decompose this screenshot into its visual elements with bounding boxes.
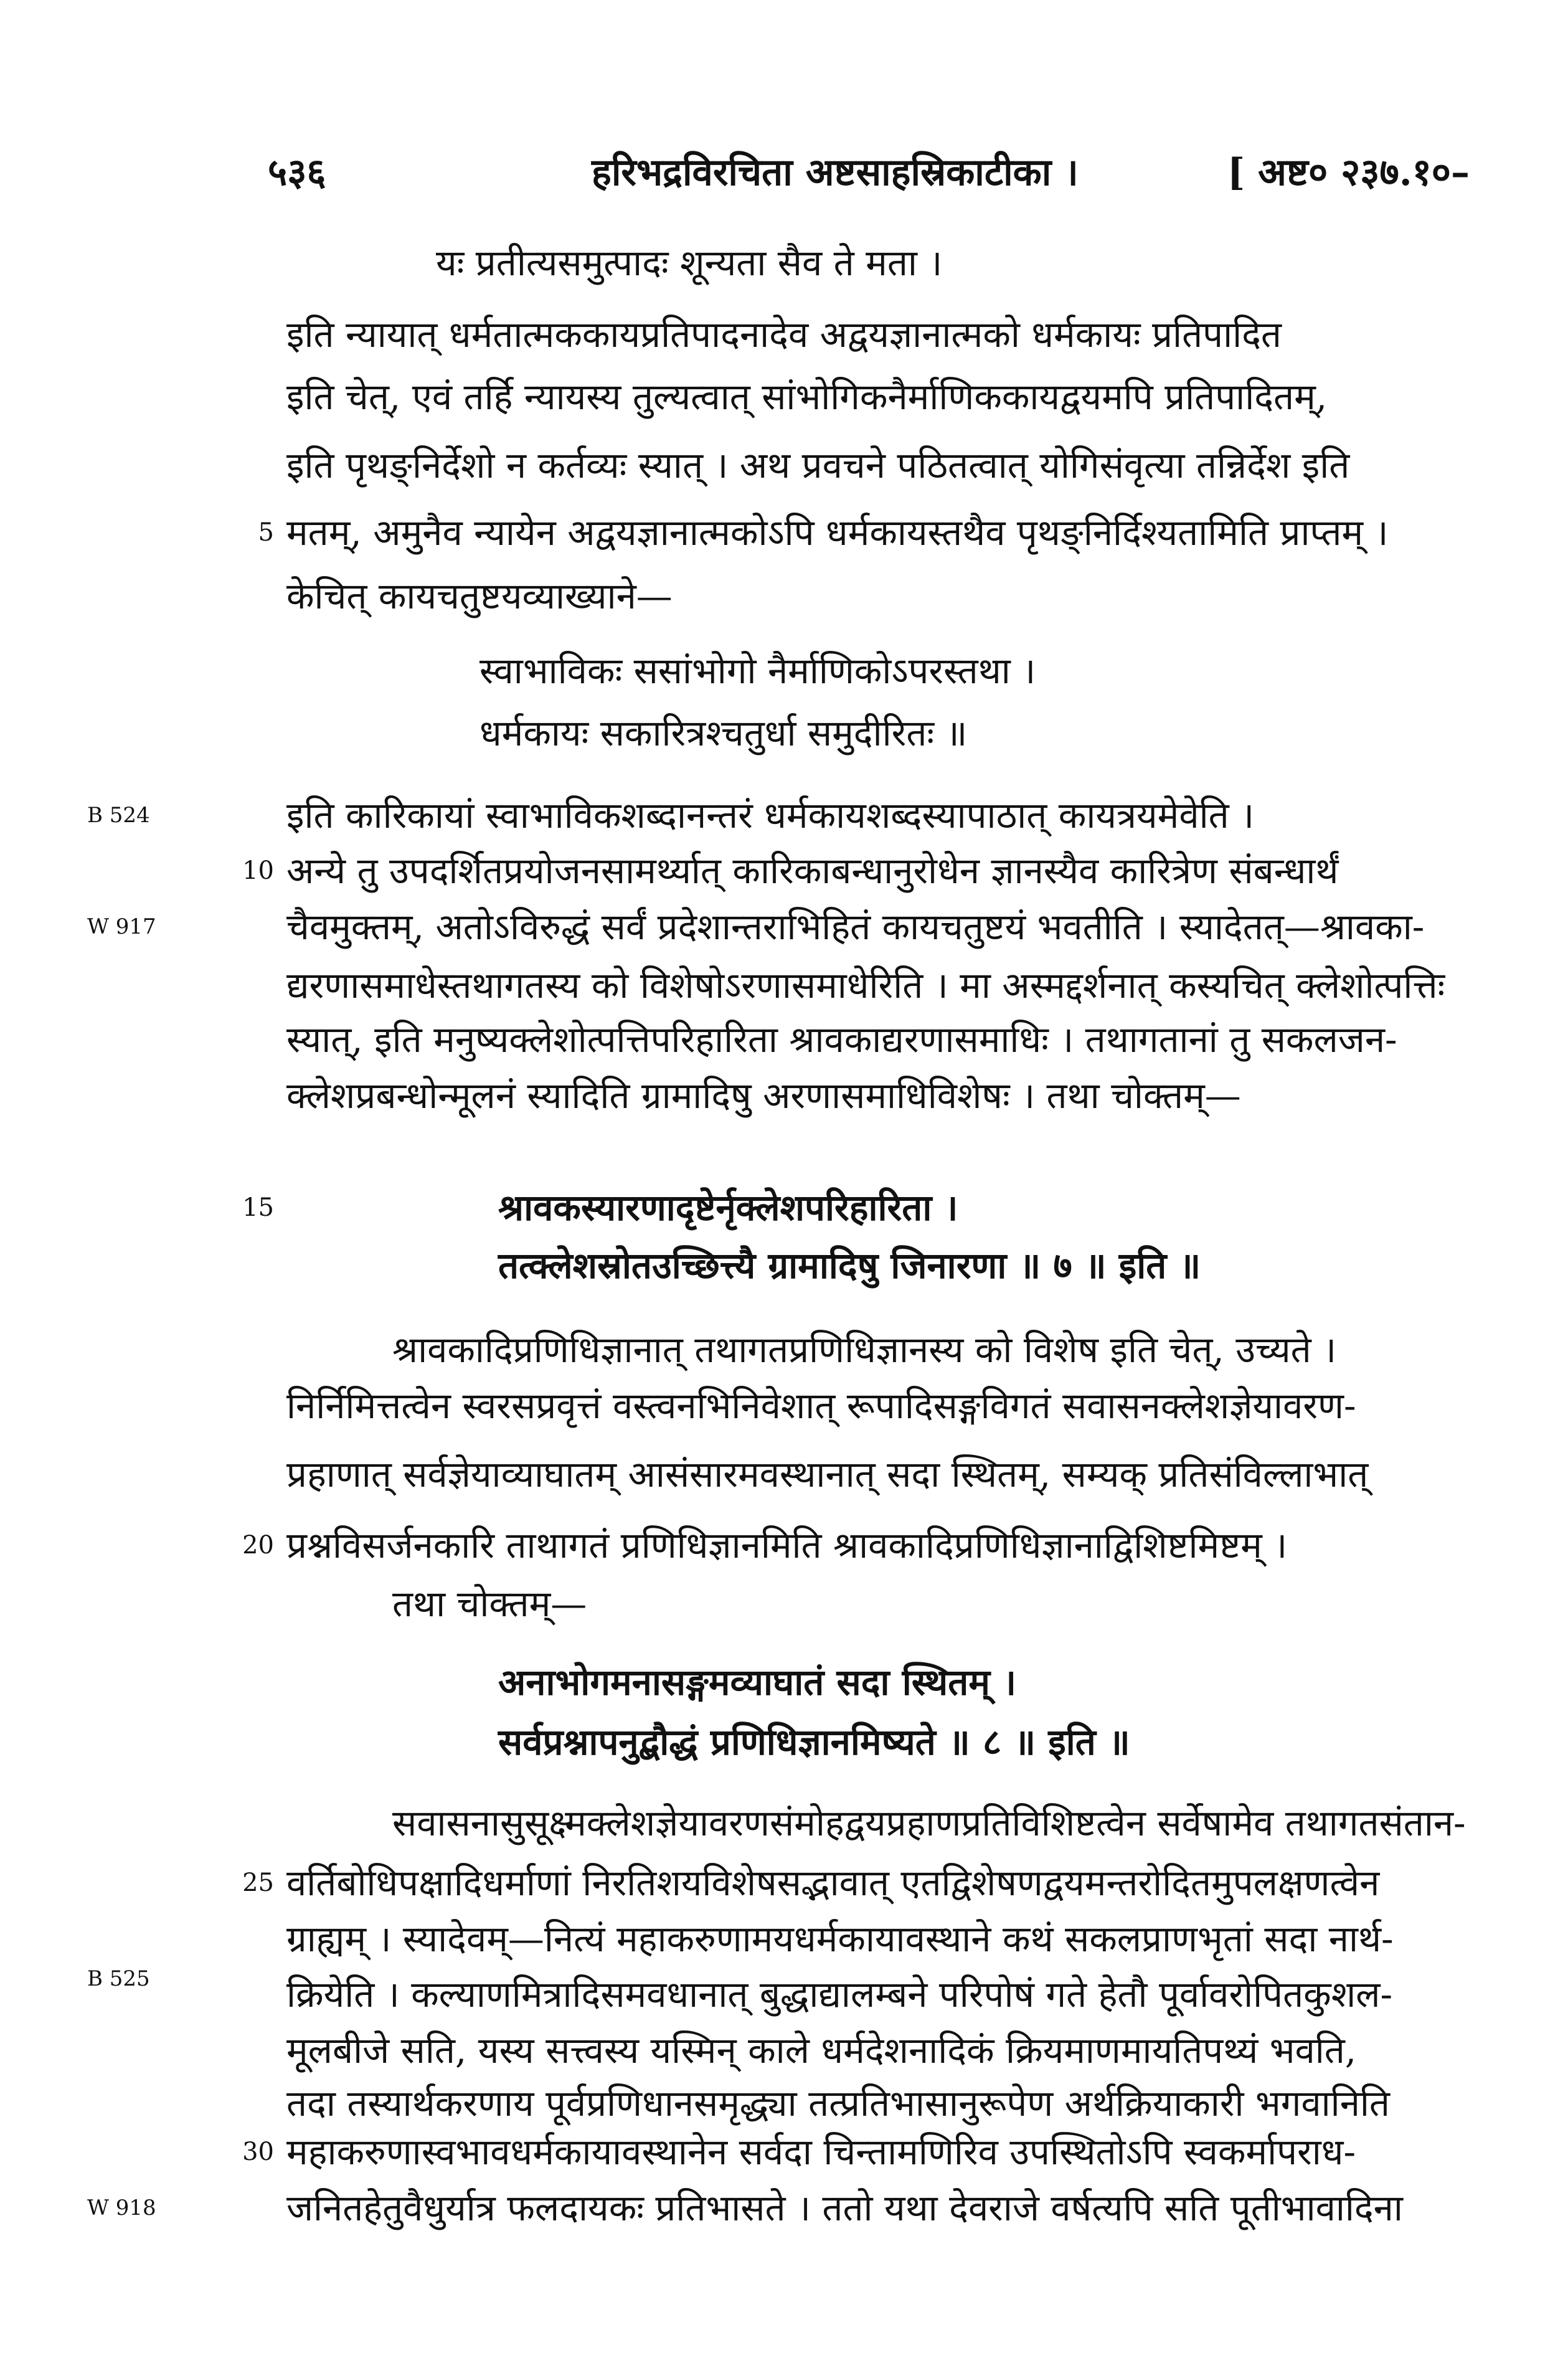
verse-line: श्रावकस्यारणादृष्टेर्नृक्लेशपरिहारिता ।: [498, 1186, 958, 1229]
line-number: 10: [242, 856, 274, 885]
page-number: ५३६: [268, 151, 326, 194]
text-line: महाकरुणास्वभावधर्मकायावस्थानेन सर्वदा चिन्तामणिरिव उपस्थितोऽपि स्वकर्मापराध-: [286, 2131, 1356, 2173]
text-line: स्यात्, इति मनुष्यक्लेशोत्पत्तिपरिहारिता श्रावकाद्यरणासमाधिः । तथागतानां तु सकलजन-: [286, 1018, 1397, 1061]
text-line: इति पृथङ्निर्देशो न कर्तव्यः स्यात् । अथ प्रवचने पठितत्वात् योगिसंवृत्या तन्निर्देश इति: [286, 444, 1350, 486]
verse-line: यः प्रतीत्यसमुत्पादः शून्यता सैव ते मता ।: [436, 242, 943, 284]
line-number: 30: [242, 2138, 274, 2166]
text-line: श्रावकादिप्रणिधिज्ञानात् तथागतप्रणिधिज्ञानस्य को विशेष इति चेत्, उच्यते ।: [392, 1329, 1337, 1371]
text-line: द्यरणासमाधेस्तथागतस्य को विशेषोऽरणासमाधेरिति । मा अस्मद्दर्शनात् कस्यचित् क्लेशोत्पत्तिः: [286, 964, 1445, 1007]
verse-line: सर्वप्रश्नापनुद्बौद्धं प्रणिधिज्ञानमिष्यते ॥ ८ ॥ इति ॥: [498, 1721, 1130, 1763]
verse-line: तत्क्लेशस्रोतउच्छित्त्यै ग्रामादिषु जिनारणा ॥ ७ ॥ इति ॥: [498, 1244, 1201, 1287]
text-line: तदा तस्यार्थकरणाय पूर्वप्रणिधानसमृद्ध्या तत्प्रतिभासानुरूपेण अर्थक्रियाकारी भगवानिति: [286, 2082, 1390, 2124]
text-line: इति न्यायात् धर्मतात्मककायप्रतिपादनादेव अद्वयज्ञानात्मको धर्मकायः प्रतिपादित: [286, 313, 1282, 356]
text-line: प्रश्नविसर्जनकारि ताथागतं प्रणिधिज्ञानमिति श्रावकादिप्रणिधिज्ञानाद्विशिष्टमिष्टम् ।: [286, 1524, 1288, 1566]
text-line: जनितहेतुवैधुर्यात्र फलदायकः प्रतिभासते । ततो यथा देवराजे वर्षत्यपि सति पूतीभावादिना: [286, 2187, 1403, 2229]
margin-note: B 524: [87, 803, 150, 828]
text-line: अन्ये तु उपदर्शितप्रयोजनसामर्थ्यात् कारिकाबन्धानुरोधेन ज्ञानस्यैव कारित्रेण संबन्धार्थं: [286, 850, 1339, 892]
verse-line: अनाभोगमनासङ्गमव्याघातं सदा स्थितम् ।: [498, 1661, 1017, 1703]
text-line: प्रहाणात् सर्वज्ञेयाव्याघातम् आसंसारमवस्थानात् सदा स्थितम्, सम्यक् प्रतिसंविल्लाभात्: [286, 1453, 1369, 1495]
text-line: निर्निमित्तत्वेन स्वरसप्रवृत्तं वस्त्वनभिनिवेशात् रूपादिसङ्गविगतं सवासनक्लेशज्ञेयावरण-: [286, 1385, 1356, 1427]
text-line: चैवमुक्तम्, अतोऽविरुद्धं सर्वं प्रदेशान्तराभिहितं कायचतुष्टयं भवतीति । स्यादेतत्—श्रावका-: [286, 906, 1425, 948]
margin-note: B 525: [87, 1966, 150, 1991]
line-number: 25: [242, 1869, 274, 1897]
text-line: मतम्, अमुनैव न्यायेन अद्वयज्ञानात्मकोऽपि धर्मकायस्तथैव पृथङ्निर्दिश्यतामिति प्राप्तम् ।: [286, 511, 1389, 554]
verse-line: धर्मकायः सकारित्रश्चतुर्धा समुदीरितः ॥: [479, 712, 968, 754]
text-line: इति चेत्, एवं तर्हि न्यायस्य तुल्यत्वात् सांभोगिकनैर्माणिककायद्वयमपि प्रतिपादितम्,: [286, 376, 1328, 418]
line-number: 20: [242, 1531, 274, 1560]
margin-note: W 918: [87, 2195, 156, 2220]
page-header: [268, 144, 1470, 201]
text-line: क्लेशप्रबन्धोन्मूलनं स्यादिति ग्रामादिषु अरणासमाधिविशेषः । तथा चोक्तम्—: [286, 1074, 1241, 1117]
text-line: क्रियेति । कल्याणमित्रादिसमवधानात् बुद्धाद्यालम्बने परिपोषं गते हेतौ पूर्वावरोपितकुशल-: [286, 1973, 1393, 2015]
line-number: 5: [258, 518, 274, 547]
text-line: इति कारिकायां स्वाभाविकशब्दानन्तरं धर्मकायशब्दस्यापाठात् कायत्रयमेवेति ।: [286, 794, 1255, 836]
text-line: केचित् कायचतुष्टयव्याख्याने—: [286, 575, 673, 617]
text-line: तथा चोक्तम्—: [392, 1583, 587, 1625]
text-line: ग्राह्यम् । स्यादेवम्—नित्यं महाकरुणामयधर्मकायावस्थाने कथं सकलप्राणभृतां सदा नार्थ-: [286, 1918, 1394, 1960]
verse-line: स्वाभाविकः ससांभोगो नैर्माणिकोऽपरस्तथा ।: [479, 650, 1036, 692]
line-number: 15: [242, 1193, 274, 1222]
text-line: सवासनासुसूक्ष्मक्लेशज्ञेयावरणसंमोहद्वयप्रहाणप्रतिविशिष्टत्वेन सर्वेषामेव तथागतसंतान-: [392, 1802, 1466, 1844]
margin-note: W 917: [87, 914, 156, 939]
verse-reference: [ अष्ट० २३७.१०–: [1227, 151, 1470, 194]
running-title: हरिभद्रविरचिता अष्टसाहस्रिकाटीका ।: [592, 151, 1079, 194]
text-line: मूलबीजे सति, यस्य सत्त्वस्य यस्मिन् काले धर्मदेशनादिकं क्रियमाणमायतिपथ्यं भवति,: [286, 2029, 1357, 2072]
text-line: वर्तिबोधिपक्षादिधर्माणां निरतिशयविशेषसद्भावात् एतद्विशेषणद्वयमन्तरोदितमुपलक्षणत्वेन: [286, 1862, 1380, 1904]
